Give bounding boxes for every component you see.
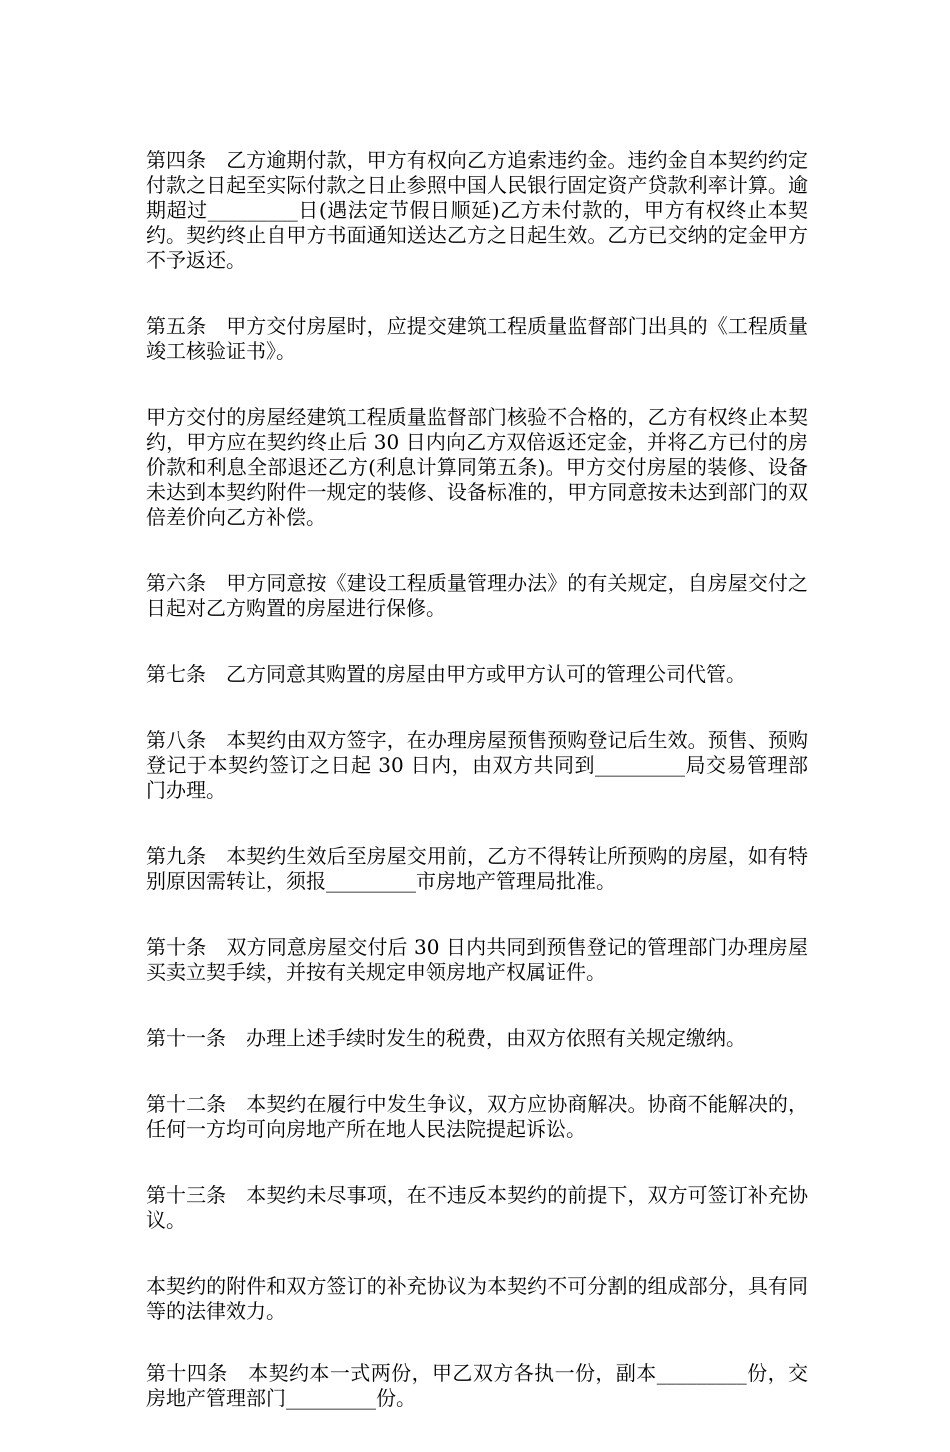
paragraph-attachments: 本契约的附件和双方签订的补充协议为本契约不可分割的组成部分，具有同等的法律效力。 xyxy=(146,1274,808,1323)
paragraph-article-13: 第十三条 本契约未尽事项，在不违反本契约的前提下，双方可签订补充协议。 xyxy=(146,1183,808,1232)
paragraph-article-12: 第十二条 本契约在履行中发生争议，双方应协商解决。协商不能解决的，任何一方均可向房地产所在地人民法院提起诉讼。 xyxy=(146,1092,808,1141)
paragraph-article-9: 第九条 本契约生效后至房屋交用前，乙方不得转让所预购的房屋，如有特别原因需转让，须报_________市房地产管理局批准。 xyxy=(146,844,808,893)
paragraph-article-11: 第十一条 办理上述手续时发生的税费，由双方依照有关规定缴纳。 xyxy=(146,1026,746,1050)
paragraph-article-4: 第四条 乙方逾期付款，甲方有权向乙方追索违约金。违约金自本契约约定付款之日起至实际付款之日止参照中国人民银行固定资产贷款利率计算。逾期超过_________日(遇法定节假日顺延)乙方未付款的，甲方有权终止本契约。契约终止自甲方书面通知送达乙方之日起生效。乙方已交纳的定金甲方不予返还。 xyxy=(146,148,808,272)
document-body xyxy=(146,148,808,1452)
paragraph-article-14: 第十四条 本契约本一式两份，甲乙双方各执一份，副本_________份，交房地产管理部门_________份。 xyxy=(146,1361,808,1410)
paragraph-article-6: 第六条 甲方同意按《建设工程质量管理办法》的有关规定，自房屋交付之日起对乙方购置的房屋进行保修。 xyxy=(146,571,808,620)
paragraph-article-8: 第八条 本契约由双方签字，在办理房屋预售预购登记后生效。预售、预购登记于本契约签订之日起 30 日内，由双方共同到_________局交易管理部门办理。 xyxy=(146,728,808,802)
paragraph-inspection-failure: 甲方交付的房屋经建筑工程质量监督部门核验不合格的，乙方有权终止本契约，甲方应在契约终止后 30 日内向乙方双倍返还定金，并将乙方已付的房价款和利息全部退还乙方(利息计算同第五条)。甲方交付房屋的装修、设备未达到本契约附件一规定的装修、设备标准的，甲方同意按未达到部门的双倍差价向乙方补偿。 xyxy=(146,405,808,529)
paragraph-article-10: 第十条 双方同意房屋交付后 30 日内共同到预售登记的管理部门办理房屋买卖立契手续，并按有关规定申领房地产权属证件。 xyxy=(146,935,808,984)
paragraph-article-5: 第五条 甲方交付房屋时，应提交建筑工程质量监督部门出具的《工程质量竣工核验证书》。 xyxy=(146,314,808,363)
paragraph-article-7: 第七条 乙方同意其购置的房屋由甲方或甲方认可的管理公司代管。 xyxy=(146,662,746,686)
